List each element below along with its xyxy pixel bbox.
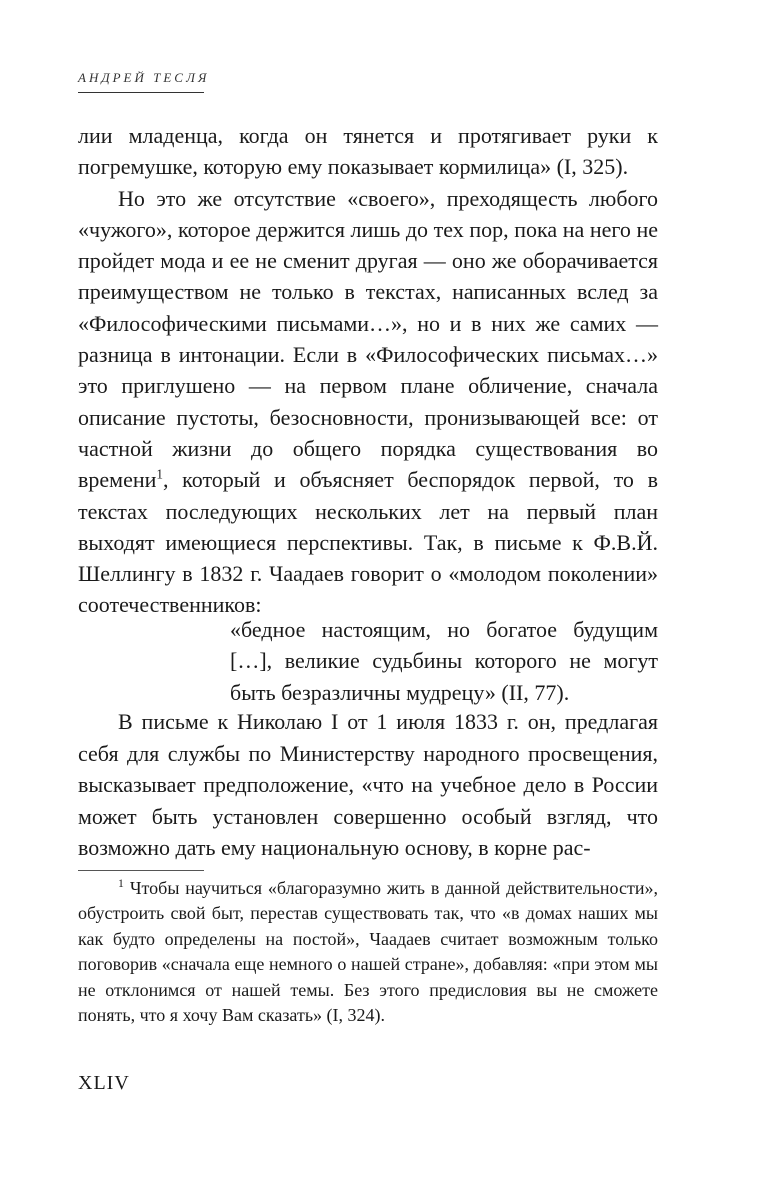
main-text-continued (78, 706, 658, 864)
running-head: АНДРЕЙ ТЕСЛЯ (78, 70, 210, 85)
running-head-rule (78, 92, 204, 93)
main-text (78, 120, 658, 621)
page-number: XLIV (78, 1072, 130, 1094)
paragraph (78, 183, 658, 621)
paragraph: В письме к Николаю I от 1 июля 1833 г. он, предлагая себя для службы по Министерству народного просвещения, высказывает предположение, «что на учебное дело в России может быть установлен совершенно особый взгляд, что возможно дать ему национальную основу, в корне рас- (78, 709, 658, 860)
paragraph-continuation: лии младенца, когда он тянется и протягивает руки к погремушке, которую ему показывает кормилица» (I, 325). (78, 123, 658, 180)
footnote (78, 876, 658, 1028)
block-quote (230, 614, 658, 708)
paragraph-text: , который и объясняет беспорядок первой, то в текстах последующих нескольких лет на первый план выходят имеющиеся перспективы. Так, в письме к Ф.В.Й. Шеллингу в 1832 г. Чаадаев говорит о «молодом поколении» соотечественников: (78, 467, 658, 618)
footnote-mark: 1 (118, 877, 124, 890)
footnote-text: Чтобы научиться «благоразумно жить в данной действительности», обустроить свой быт, перестав существовать так, что «в домах наших мы как будто определены на постой», Чаадаев считает возможным только поговорив «сначала еще немного о нашей стране», добавляя: «при этом мы не отклонимся от нашей темы. Без этого предисловия вы не сможете понять, что я хочу Вам сказать» (I, 324). (78, 878, 658, 1026)
footnote-reference[interactable]: 1 (156, 466, 163, 482)
paragraph-text: Но это же отсутствие «своего», преходящесть любого «чужого», которое держится лишь до тех пор, пока на него не пройдет мода и ее не сменит другая — оно же оборачивается преимуществом не только в текстах, написанных вслед за «Философическими письмами…», но и в них же самих — разница в интонации. Если в «Философических письмах…» это приглушено — на первом плане обличение, сначала описание пустоты, безосновности, пронизывающей все: от частной жизни до общего порядка существования во времени (78, 185, 658, 493)
footnote-rule (78, 870, 204, 871)
quote-text: «бедное настоящим, но богатое будущим […], великие судьбины которого не могут быть безразличны мудрецу» (II, 77). (230, 617, 658, 705)
footnote-paragraph (78, 876, 658, 1028)
